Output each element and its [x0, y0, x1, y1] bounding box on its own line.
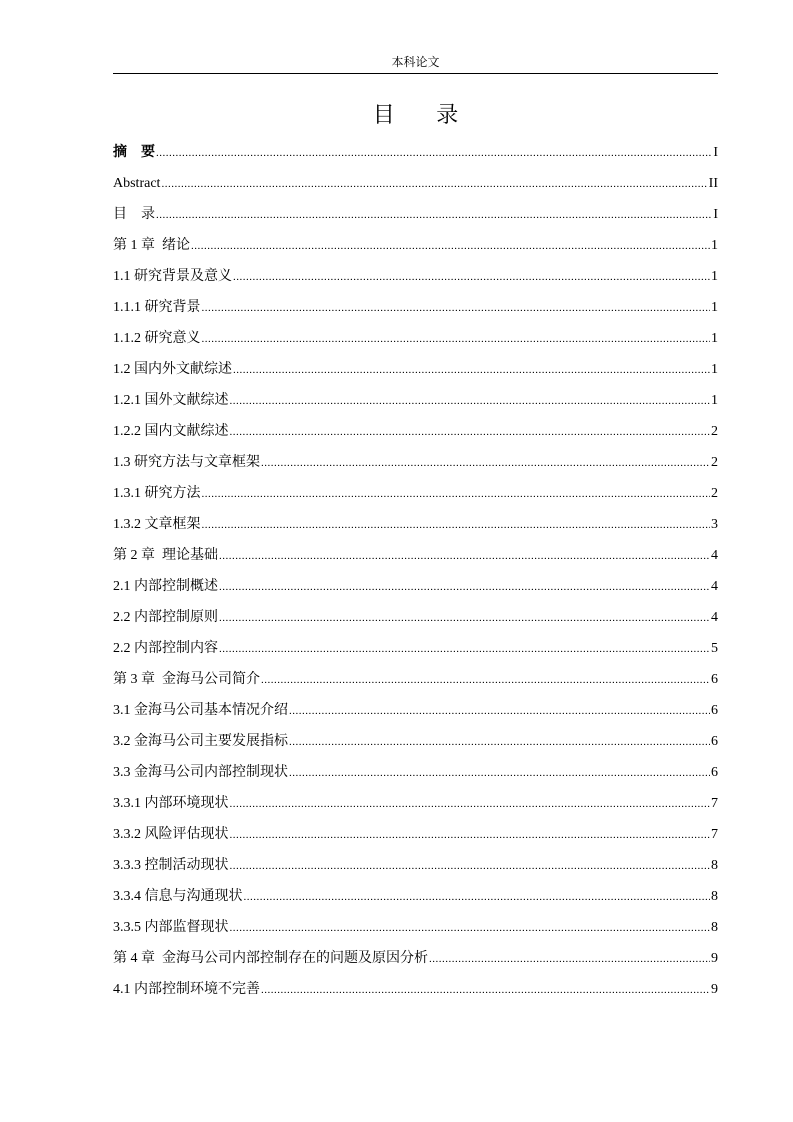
toc-entry[interactable] — [113, 606, 718, 637]
toc-entry-label: 3.3.2 风险评估现状 — [113, 827, 229, 842]
toc-entry-page: 1 — [711, 393, 718, 408]
toc-entry[interactable] — [113, 513, 718, 544]
toc-entry-page: 7 — [711, 796, 718, 811]
dot-leader — [230, 420, 711, 444]
toc-entry-label: 3.3.4 信息与沟通现状 — [113, 889, 243, 904]
toc-entry-label: 3.3.3 控制活动现状 — [113, 858, 229, 873]
toc-entry-page: 1 — [711, 269, 718, 284]
toc-entry-label: 1.3.1 研究方法 — [113, 486, 201, 501]
toc-entry-page: 6 — [711, 765, 718, 780]
toc-entry[interactable] — [113, 420, 718, 451]
dot-leader — [233, 265, 710, 289]
page-title: 目 录 — [372, 102, 477, 127]
dot-leader — [289, 730, 710, 754]
toc-entry[interactable] — [113, 854, 718, 885]
toc-entry-label: 第 1 章 绪论 — [113, 238, 190, 253]
toc-entry-label: 1.2 国内外文献综述 — [113, 362, 232, 377]
toc-entry-page: 2 — [711, 424, 718, 439]
toc-entry[interactable] — [113, 730, 718, 761]
dot-leader — [202, 513, 711, 537]
toc-entry-page: 3 — [711, 517, 718, 532]
toc-entry-page: I — [713, 145, 718, 160]
dot-leader — [202, 327, 711, 351]
dot-leader — [230, 792, 711, 816]
dot-leader — [261, 451, 710, 475]
dot-leader — [230, 854, 711, 878]
toc-entry-label: Abstract — [113, 176, 161, 191]
dot-leader — [219, 637, 710, 661]
toc-entry-page: I — [713, 207, 718, 222]
toc-entry[interactable] — [113, 761, 718, 792]
dot-leader — [161, 172, 707, 196]
dot-leader — [202, 296, 711, 320]
toc-entry-label: 2.1 内部控制概述 — [113, 579, 218, 594]
toc-entry[interactable] — [113, 668, 718, 699]
toc-entry-page: 1 — [711, 362, 718, 377]
toc-entry[interactable] — [113, 885, 718, 916]
toc-entry-page: 2 — [711, 455, 718, 470]
toc-entry-label: 3.3.1 内部环境现状 — [113, 796, 229, 811]
toc-entry[interactable] — [113, 358, 718, 389]
toc-entry-page: 6 — [711, 672, 718, 687]
dot-leader — [230, 823, 711, 847]
toc-entry[interactable] — [113, 265, 718, 296]
toc-entry-label: 摘 要 — [113, 145, 155, 160]
toc-entry-label: 1.1 研究背景及意义 — [113, 269, 232, 284]
toc-entry[interactable] — [113, 575, 718, 606]
toc-entry[interactable] — [113, 978, 718, 1009]
toc-entry[interactable] — [113, 327, 718, 358]
toc-entry[interactable] — [113, 792, 718, 823]
dot-leader — [202, 482, 711, 506]
toc-entry[interactable] — [113, 699, 718, 730]
toc-entry-label: 目 录 — [113, 207, 155, 222]
header-rule — [113, 73, 718, 74]
toc-entry-label: 3.2 金海马公司主要发展指标 — [113, 734, 288, 749]
toc-entry[interactable] — [113, 141, 718, 172]
toc-entry-page: 5 — [711, 641, 718, 656]
toc-entry-page: 9 — [711, 982, 718, 997]
toc-entry-label: 1.3.2 文章框架 — [113, 517, 201, 532]
toc-entry-page: 1 — [711, 331, 718, 346]
toc-entry[interactable] — [113, 172, 718, 203]
toc-entry[interactable] — [113, 234, 718, 265]
dot-leader — [289, 699, 710, 723]
dot-leader — [244, 885, 711, 909]
toc-entry-page: 9 — [711, 951, 718, 966]
toc-entry[interactable] — [113, 823, 718, 854]
dot-leader — [230, 916, 711, 940]
toc-entry[interactable] — [113, 296, 718, 327]
toc-entry-label: 第 3 章 金海马公司简介 — [113, 672, 260, 687]
toc-entry[interactable] — [113, 947, 718, 978]
toc-entry-label: 3.1 金海马公司基本情况介绍 — [113, 703, 288, 718]
dot-leader — [261, 668, 710, 692]
toc-entry-label: 1.2.1 国外文献综述 — [113, 393, 229, 408]
toc-entry[interactable] — [113, 451, 718, 482]
dot-leader — [156, 203, 712, 227]
toc-entry-label: 第 2 章 理论基础 — [113, 548, 218, 563]
dot-leader — [219, 544, 710, 568]
toc-entry-page: 6 — [711, 734, 718, 749]
toc-entry[interactable] — [113, 203, 718, 234]
toc-entry-page: II — [708, 176, 718, 191]
toc-entry[interactable] — [113, 916, 718, 947]
toc-entry-page: 2 — [711, 486, 718, 501]
toc-entry-page: 4 — [711, 548, 718, 563]
dot-leader — [219, 606, 710, 630]
toc-entry-page: 6 — [711, 703, 718, 718]
toc-entry-label: 1.2.2 国内文献综述 — [113, 424, 229, 439]
toc-entry[interactable] — [113, 389, 718, 420]
toc-entry-label: 第 4 章 金海马公司内部控制存在的问题及原因分析 — [113, 951, 428, 966]
toc-entry[interactable] — [113, 482, 718, 513]
toc-entry-page: 7 — [711, 827, 718, 842]
dot-leader — [289, 761, 710, 785]
toc-entry-label: 1.3 研究方法与文章框架 — [113, 455, 260, 470]
dot-leader — [261, 978, 710, 1002]
dot-leader — [219, 575, 710, 599]
toc-entry-page: 4 — [711, 610, 718, 625]
dot-leader — [156, 141, 712, 165]
running-header: 本科论文 — [391, 55, 440, 69]
toc-entry-page: 1 — [711, 238, 718, 253]
toc-entry[interactable] — [113, 544, 718, 575]
toc-entry-label: 1.1.1 研究背景 — [113, 300, 201, 315]
toc-entry[interactable] — [113, 637, 718, 668]
toc-entry-label: 1.1.2 研究意义 — [113, 331, 201, 346]
toc-entry-page: 8 — [711, 920, 718, 935]
toc-entry-page: 1 — [711, 300, 718, 315]
toc-entry-label: 2.2 内部控制原则 — [113, 610, 218, 625]
toc-entry-label: 2.2 内部控制内容 — [113, 641, 218, 656]
table-of-contents — [113, 141, 718, 1009]
toc-entry-label: 3.3.5 内部监督现状 — [113, 920, 229, 935]
dot-leader — [191, 234, 710, 258]
toc-entry-label: 3.3 金海马公司内部控制现状 — [113, 765, 288, 780]
toc-entry-page: 8 — [711, 889, 718, 904]
toc-entry-page: 8 — [711, 858, 718, 873]
dot-leader — [230, 389, 711, 413]
toc-entry-label: 4.1 内部控制环境不完善 — [113, 982, 260, 997]
dot-leader — [233, 358, 710, 382]
toc-entry-page: 4 — [711, 579, 718, 594]
dot-leader — [429, 947, 710, 971]
